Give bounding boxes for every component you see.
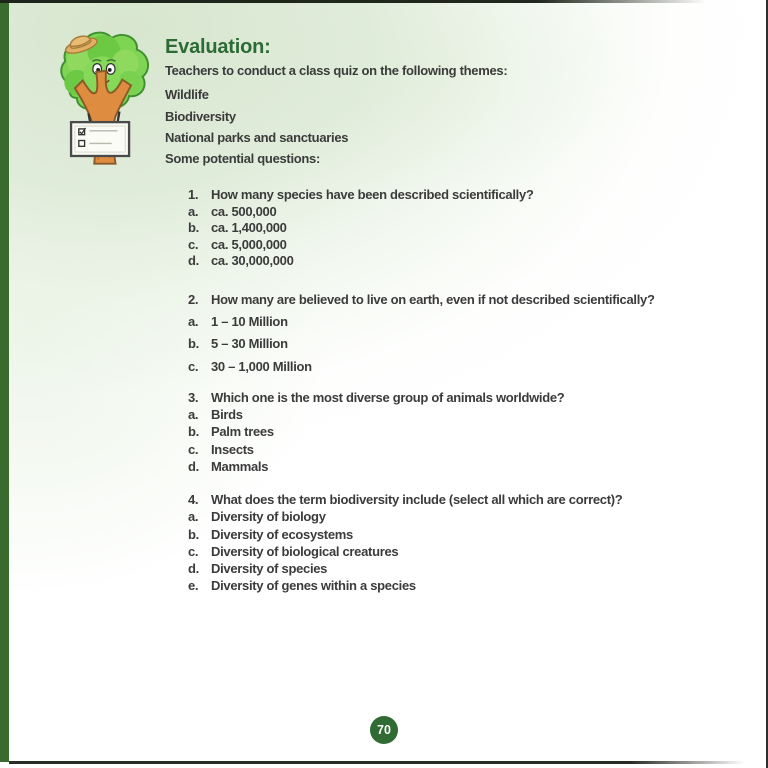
option-text: Diversity of genes within a species — [211, 578, 416, 594]
option-label: c. — [188, 358, 199, 374]
scan-border-bottom — [9, 761, 768, 764]
option-row — [188, 560, 725, 577]
question-text: What does the term biodiversity include (select all which are correct)? — [211, 492, 623, 507]
option-row — [188, 508, 725, 525]
option-row — [188, 458, 725, 475]
option-label: b. — [188, 336, 199, 352]
option-label: c. — [188, 441, 199, 457]
scan-border-top — [0, 0, 768, 3]
option-text: Diversity of species — [211, 561, 328, 577]
page-number-badge — [370, 716, 398, 744]
option-label: a. — [188, 314, 199, 330]
question-block — [165, 491, 725, 595]
tree-mascot-illustration — [44, 26, 160, 168]
option-text: ca. 500,000 — [211, 203, 277, 219]
question-row — [188, 491, 725, 508]
page-title: Evaluation: — [165, 36, 271, 58]
option-row — [188, 237, 725, 254]
option-text: 1 – 10 Million — [211, 314, 288, 330]
option-text: Diversity of biological creatures — [211, 543, 399, 559]
option-text: ca. 1,400,000 — [211, 220, 287, 236]
theme-item: Wildlife — [165, 87, 209, 102]
option-label: d. — [188, 253, 199, 269]
option-text: Birds — [211, 407, 243, 423]
questions-intro-text: Some potential questions: — [165, 151, 321, 166]
question-row — [188, 389, 725, 406]
question-text: How many are believed to live on earth, even if not described scientifically? — [211, 292, 655, 307]
question-label: 3. — [188, 390, 199, 405]
option-row — [188, 253, 725, 270]
option-text: 30 – 1,000 Million — [211, 358, 312, 374]
question-text: Which one is the most diverse group of animals worldwide? — [211, 390, 565, 405]
option-row — [188, 220, 725, 237]
page-number: 70 — [377, 723, 391, 737]
option-row — [188, 311, 725, 333]
theme-item: Biodiversity — [165, 108, 236, 124]
option-row — [188, 441, 725, 458]
option-label: d. — [188, 561, 199, 577]
scan-border-left — [0, 0, 9, 762]
question-block — [165, 289, 725, 378]
option-row — [188, 543, 725, 560]
option-text: Insects — [211, 441, 254, 457]
option-row — [188, 406, 725, 423]
option-label: a. — [188, 203, 199, 219]
option-text: Mammals — [211, 458, 269, 474]
option-label: c. — [188, 543, 199, 559]
themes-list — [165, 84, 348, 149]
option-label: b. — [188, 220, 199, 236]
intro-text: Teachers to conduct a class quiz on the following themes: — [165, 63, 508, 78]
question-label: 4. — [188, 492, 199, 507]
option-row — [188, 423, 725, 440]
option-text: Diversity of biology — [211, 509, 326, 525]
question-block — [165, 187, 725, 270]
option-row — [188, 333, 725, 355]
option-text: ca. 5,000,000 — [211, 236, 287, 252]
question-label: 2. — [188, 292, 199, 307]
option-label: d. — [188, 458, 199, 474]
question-label: 1. — [188, 187, 199, 202]
option-row — [188, 204, 725, 221]
option-row — [188, 526, 725, 543]
question-text: How many species have been described scientifically? — [211, 187, 534, 202]
question-block — [165, 389, 725, 475]
option-label: a. — [188, 407, 199, 423]
option-label: a. — [188, 509, 199, 525]
option-row — [188, 356, 725, 378]
theme-item: National parks and sanctuaries — [165, 130, 349, 145]
option-text: Palm trees — [211, 424, 274, 440]
option-label: b. — [188, 526, 199, 542]
option-row — [188, 577, 725, 594]
option-label: e. — [188, 578, 199, 594]
question-row — [188, 187, 725, 204]
option-text: ca. 30,000,000 — [211, 253, 294, 269]
option-label: c. — [188, 236, 199, 252]
option-text: Diversity of ecosystems — [211, 526, 353, 542]
checklist-sign-icon — [71, 122, 129, 156]
question-row — [188, 289, 725, 311]
option-text: 5 – 30 Million — [211, 336, 288, 352]
option-label: b. — [188, 424, 199, 440]
